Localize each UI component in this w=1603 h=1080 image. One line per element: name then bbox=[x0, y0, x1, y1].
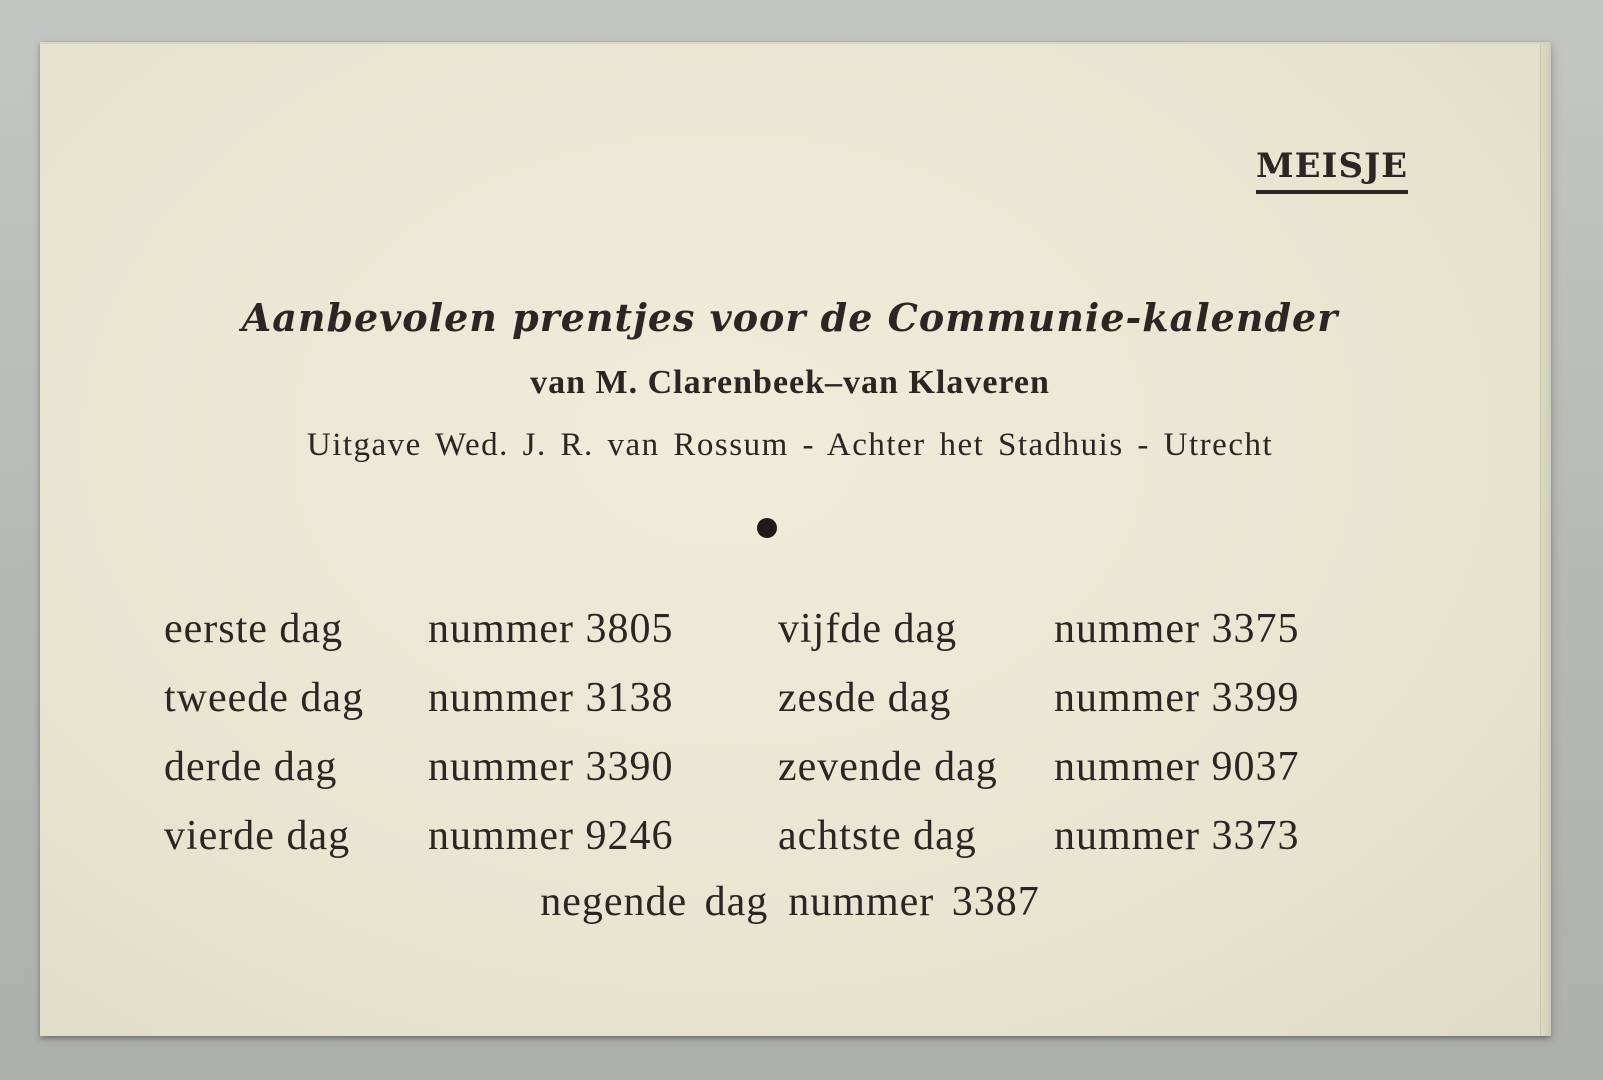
envelope bbox=[40, 42, 1550, 1036]
day-label: derde dag bbox=[164, 743, 338, 790]
day-number: nummer 3399 bbox=[1054, 674, 1300, 721]
calendar-title: Aanbevolen prentjes voor de Communie-kalender bbox=[241, 295, 1339, 340]
table-row bbox=[164, 594, 1364, 663]
gender-label: MEISJE bbox=[1256, 144, 1408, 194]
envelope-flap-edge bbox=[1540, 44, 1551, 1036]
day-label: eerste dag bbox=[164, 605, 344, 652]
day-label: negende dag bbox=[540, 879, 769, 925]
author-line: van M. Clarenbeek–van Klaveren bbox=[530, 364, 1050, 401]
day-label: vijfde dag bbox=[778, 605, 958, 652]
days-table bbox=[164, 594, 1364, 870]
table-row bbox=[164, 732, 1364, 801]
day-number: nummer 3387 bbox=[788, 879, 1040, 925]
day-number: nummer 9246 bbox=[428, 812, 674, 859]
bullet-dot bbox=[757, 518, 777, 538]
table-row bbox=[164, 663, 1364, 732]
table-row bbox=[164, 801, 1364, 870]
day-number: nummer 3138 bbox=[428, 674, 674, 721]
day-number: nummer 3373 bbox=[1054, 812, 1300, 859]
publisher-line: Uitgave Wed. J. R. van Rossum - Achter het Stadhuis - Utrecht bbox=[306, 427, 1274, 463]
day-label: achtste dag bbox=[778, 812, 977, 859]
day-label: zevende dag bbox=[778, 743, 998, 790]
day-number: nummer 9037 bbox=[1054, 743, 1300, 790]
day-label: zesde dag bbox=[778, 674, 952, 721]
last-day-row bbox=[40, 872, 1540, 932]
day-number: nummer 3805 bbox=[428, 605, 674, 652]
day-label: tweede dag bbox=[164, 674, 365, 721]
day-label: vierde dag bbox=[164, 812, 351, 859]
day-number: nummer 3375 bbox=[1054, 605, 1300, 652]
day-number: nummer 3390 bbox=[428, 743, 674, 790]
